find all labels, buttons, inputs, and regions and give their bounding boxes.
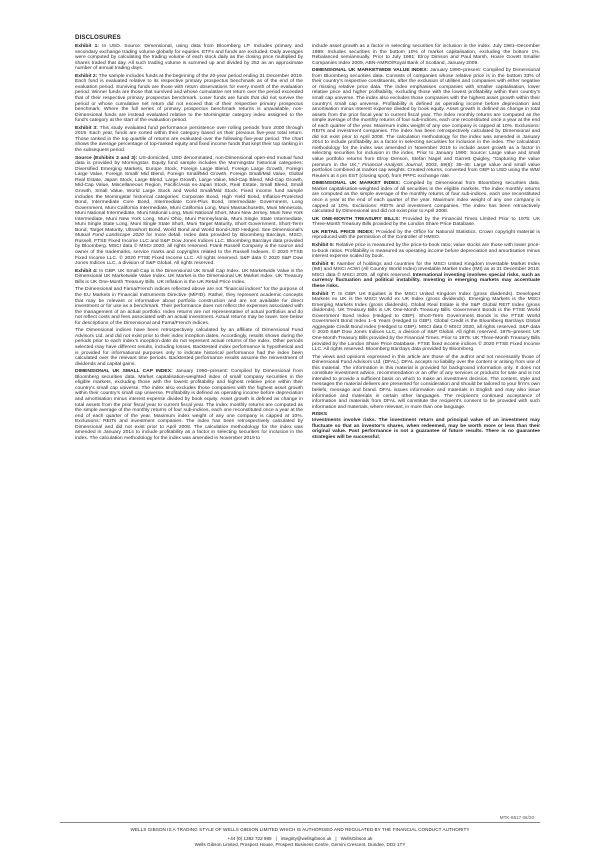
views-disclaimer: The views and opinions expressed in this article are those of the author and not necessarily those of Dimensional Fund Advisors Ltd. (DFAL). DFAL accepts no liability over the content or arising from use of this material. The information in this material is provided for background information only. It does not constitute investment advice, recommendation or an offer of any services or products for sale and is not intended to provide a sufficient basis on which to make an investment decision. The content, style and messages the material delivers are presented for consideration and should be tailored to your firm’s own beliefs, message and brand. DFAL issues information and materials in English and may also issue information and materials in certain other languages. The recipient’s continued acceptance of information and materials from DFAL will constitute the recipient’s consent to be provided with such information and materials, where relevant, in more than one language. <box>312 354 540 410</box>
exhibit-6-note: Exhibit 6: Number of holdings and countries for the MSCI United Kingdom Investable Market Index (IMI) and MSCI ACWI (All Country World Index) Investable Market Index (IMI) as at 31 December 2019. MSCI data © MSCI 2020, all rights reserved. International investing involves special risks, such as currency fluctuation and political instability. Investing in emerging markets may accentuate these risks. <box>312 261 540 289</box>
small-cap-index-note: DIMENSIONAL UK SMALL CAP INDEX: January 1990–present: Compiled by Dimensional from Bloomberg securities data. Market capitalisation-weighted index of small company securities in the eligible markets, excluding those with the lowest profitability and highest relative price within their country’s small cap universe. The index also excludes those companies with the highest asset growth within their country’s small cap universe. Profitability is defined as operating income before depreciation and amortisation minus interest expense divided by book equity. Asset growth is defined as change in total assets from the prior fiscal year to current fiscal year. The index monthly returns are computed as the simple average of the monthly returns of four sub-indices, each one reconstituted once a year at the end of each quarter of the year. Maximum index weight of any one company is capped at 10%. Exclusions: REITs and investment companies. The index has been retrospectively calculated by Dimensional and did not exist prior to April 2008. The calculation methodology for the index was amended in January 2014 to include profitability as a factor in selecting securities for inclusion in the index. The calculation methodology for the index was amended in November 2019 to <box>75 369 304 441</box>
small-cap-index-continued: include asset growth as a factor in selecting securities for inclusion in the index. July 1981–December 1989: Includes securities in the bottom 10% of market capitalisation, excluding the bottom 1%. Rebalanced semiannually. Prior to July 1981: Elroy Dimson and Paul Marsh, Hoare Govett Smaller Companies Index 2009, ABN-AMRO/Royal Bank of Scotland, January 2009. <box>312 44 540 66</box>
page-title: DISCLOSURES <box>75 34 121 41</box>
footer-divider <box>60 822 540 823</box>
email-link[interactable]: integrity@wellsgibson.uk <box>280 836 332 841</box>
risks-text: Investments involve risks. The investment return and principal value of an investment may fluctuate so that an investor’s shares, when redeemed, may be worth more or less than their original value. Past performance is not a guarantee of future results. There is no guarantee strategies will be successful. <box>312 418 540 440</box>
separator: | <box>335 836 337 841</box>
risks-heading: RISKS <box>312 412 328 418</box>
right-column <box>312 44 540 443</box>
source-note: Source (Exhibits 2 and 3): US-domiciled, USD denominated, non-Dimensional open-end mutual fund data is provided by Morningstar. Equity fund sample includes the Morningstar historical categories: Diversified Emerging Markets, Europe Stock, Foreign Large Blend, Foreign Large Growth, Foreign Large Value, Foreign Small/ Mid Blend, Foreign Small/Mid Growth, Foreign Small/Mid Value, Global Real Estate, Japan Stock, Large Blend, Large Growth, Large Value, Mid-Cap Blend, Mid-Cap Growth, Mid-Cap Value, Miscellaneous Region, Pacific/Asia ex-Japan Stock, Real Estate, Small Blend, Small Growth, Small Value, World Large Stock and World Small/Mid Stock. Fixed income fund sample includes the Morningstar historical categories: Corporate Bond, High Yield Bond, Inflation-Protected Bond, Intermediate Core Bond, Intermediate Core-Plus Bond, Intermediate Government, Long Government, Muni California Intermediate, Muni California Long, Muni Massachusetts, Muni Minnesota, Muni National Intermediate, Muni National Long, Muni National Short, Muni New Jersey, Muni New York Intermediate, Muni New York Long, Muni Ohio, Muni Pennsylvania, Muni Single State Intermediate, Muni Single State Long, Muni Single State Short, Muni Target Maturity, Short Government, Short-Term Bond, Target Maturity, Ultrashort Bond, World Bond and World Bond-USD Hedged. See Dimensional’s Mutual Fund Landscape 2020 for more detail. Index data provided by Bloomberg Barclays, MSCI, Russell, FTSE Fixed Income LLC and S&P Dow Jones Indices LLC. Bloomberg Barclays data provided by Bloomberg. MSCI data © MSCI 2020, all rights reserved. Frank Russell Company is the source and owner of the trademarks, service marks and copyrights related to the Russell Indexes. © 2020 FTSE Fixed Income LLC. © 2020 FTSE Fixed Income LLC. All rights reserved. S&P data © 2020 S&P Dow Jones Indices LLC, a division of S&P Global. All rights reserved. <box>75 155 303 267</box>
contact-line <box>0 836 600 841</box>
retail-price-index-note: UK RETAIL PRICE INDEX: Provided by the Office for National Statistics. Crown copyright material is reproduced with the permission of the Controller of HMSO. <box>312 229 540 241</box>
exhibit-4-note: Exhibit 4: In GBP. UK Small Cap is the Dimensional UK Small Cap Index. UK Marketwide Value is the Dimensional UK Marketwide Value Index. UK Market is the Dimensional UK Market Index. UK Treasury Bills is UK One-Month Treasury Bills. UK Inflation is the UK Retail Price Index. <box>75 268 303 285</box>
company-address: Wells Gibson Limited, Prospect House, Prospect Business Centre, Gemini Crescent, Dundee, DD2 1TY <box>194 842 406 847</box>
exhibit-3-note: Exhibit 3: This study evaluated fund performance persistence over rolling periods from 2000 through 2019. Each year, funds are sorted within their category based on their previous five-year total return. Those ranked in the top quartile of returns are evaluated over the following five-year period. The chart shows the average percentage of top-ranked equity and fixed income funds that kept their top ranking in the subsequent period. <box>75 125 303 154</box>
market-index-note: DIMENSIONAL UK MARKET INDEX: Compiled by Dimensional from Bloomberg securities data. Market capitalisation-weighted index of all securities in the eligible markets. The index monthly returns are computed as the simple average of the monthly returns of four sub-indices, each one reconstituted once a year at the end of each quarter of the year. Maximum index weight of any one company is capped at 10%. Exclusions: REITs and investment companies. The index has been retroactively calculated by Dimensional and did not exist prior to April 2008. <box>312 181 540 215</box>
exhibit-5-note: Exhibit 5: Relative price is measured by the price-to-book ratio; value stocks are those with lower price-to-book ratios. Profitability is measured as operating income before depreciation and amortisation minus interest expense scaled by book. <box>312 243 540 260</box>
treasury-bills-note: UK ONE-MONTH TREASURY BILLS: Provided by the Financial Times Limited Prior to 1975: UK Three-Month Treasury Bills provided by the London Share Price Database. <box>312 216 540 228</box>
left-column <box>75 44 303 443</box>
document-reference: MTK-8517 06/20 <box>499 815 534 820</box>
retrospective-note: The Dimensional indices have been retrospectively calculated by an affiliate of Dimensional Fund Advisors Ltd. and did not exist prior to their index inception dates. Accordingly, results shown during the periods prior to each index’s inception date do not represent actual returns of the index. Other periods selected may have different results, including losses. Backtested index performance is hypothetical and is provided for informational purposes only to indicate historical performance had the index been calculated over the relevant time periods. Backtested performance results assume the reinvestment of dividends and capital gains. <box>75 328 303 367</box>
regulatory-statement: WELLS GIBSON IS A TRADING STYLE OF WELLS GIBSON LIMITED WHICH IS AUTHORISED AND REGULATED BY THE FINANCIAL CONDUCT AUTHORITY <box>130 827 470 832</box>
phone-number[interactable]: +44 (0) 1382 722 989 <box>227 836 272 841</box>
separator: | <box>275 836 277 841</box>
exhibit-7-note: Exhibit 7: In GBP. UK Equities is the MSCI United Kingdom Index (gross dividends). Developed Markets ex UK is the MSCI World ex UK Index (gross dividends). Emerging Markets is the MSCI Emerging Markets Index (gross dividends). Global Real Estate is the S&P Global REIT Index (gross dividends). UK Treasury Bills is UK One-Month Treasury Bills. Government Bonds is the FTSE World Government Bond Index (Hedged to GBP). Short-Term Government Bonds is the FTSE World Government Bond Index 1–5 Years (Hedged to GBP). Global Credit is the Bloomberg Barclays Global Aggregate Credit Bond Index (Hedged to GBP). MSCI data © MSCI 2020, all rights reserved. S&P data © 2020 S&P Dow Jones Indices LLC, a division of S&P Global. All rights reserved. 1975–present: UK One-Month Treasury Bills provided by the Financial Times. Prior to 1975: UK Three-Month Treasury Bills provided by the London Share Price Database. FTSE fixed income indices © 2020 FTSE Fixed Income LLC. All rights reserved. Bloomberg Barclays data provided by Bloomberg. <box>312 291 540 353</box>
fama-french-note: The Dimensional and Fama/French indices reflected above are not “financial indices” for the purpose of the EU Markets in Financial Instruments Directive (MiFID). Rather, they represent academic concepts that may be relevant or informative about portfolio construction and are not available for direct investment or for use as a benchmark. Their performance does not reflect the expenses associated with the management of an actual portfolio. Index returns are not representative of actual portfolios and do not reflect costs and fees associated with an actual investment. Actual returns may be lower. See below for descriptions of the Dimensional and Fama/French indices. <box>75 287 303 326</box>
exhibit-2-note: Exhibit 2: The sample includes funds at the beginning of the 20-year period ending 31 December 2019. Each fund is evaluated relative to its respective primary prospectus benchmark as of the end of the evaluation period. Surviving funds are those with return observations for every month of the evaluation period. Winner funds are those that survived and whose cumulative net return over the period exceeded that of their respective primary prospectus benchmark. Loser funds are funds that did not survive the period or whose cumulative net return did not exceed that of their respective primary prospectus benchmark. Where the full series of primary prospectus benchmark returns is unavailable, non-Dimensional funds are instead evaluated relative to the Morningstar category index assigned to the fund’s category at the start of the evaluation period. <box>75 73 303 124</box>
website-link[interactable]: WellsGibson.uk <box>340 836 373 841</box>
marketwide-value-index-note: DIMENSIONAL UK MARKETWIDE VALUE INDEX: January 1990–present: Compiled by Dimensional from Bloomberg securities data. Consists of companies whose relative price is in the bottom 33% of their country’s respective constituents, after the exclusion of utilities and companies with either negative or missing relative price data. The index emphasises companies with smaller capitalisation, lower relative price and higher profitability, excluding those with the lowest profitability within their country’s small cap universe. The index also excludes those companies with the highest asset growth within their country’s small cap universe. Profitability is defined as operating income before depreciation and amortisation minus interest expense divided by book equity. Asset growth is defined as change in total assets from the prior fiscal year to current fiscal year. The index monthly returns are computed as the simple average of the monthly returns of four sub-indices, each one reconstituted once a year at the end of each quarter of the year. Maximum index weight of any one company is capped at 10%. Exclusions: REITs and investment companies. The index has been retrospectively calculated by Dimensional and did not exist prior to April 2008. The calculation methodology for the index was amended in January 2014 to include profitability as a factor in selecting securities for inclusion in the index. The calculation methodology for the index was amended in November 2019 to include asset growth as a factor in selecting securities for inclusion in the index. Prior to January 1990: Source: Large value and small value portfolio returns from Elroy Dimson, Stefan Nagel and Garrett Quigley, “Capturing the value premium in the UK,” Financial Analysts Journal, 2003, 59(6): 35–45: Large value and small value portfolios combined at market cap weights. Created returns, converted from GBP to USD using the WM/ Reuters at 4 pm EST (closing spot), from PPPC exchange rate. <box>312 68 540 179</box>
exhibit-1-note: Exhibit 1: In USD. Source: Dimensional, using data from Bloomberg LP. Includes primary and secondary exchange trading volume globally for equities. ETFs and funds are excluded. Daily averages were computed by calculating the trading volume of each stock daily as the closing price multiplied by shares traded that day. All such trading volume is summed up and divided by 252 as an approximate number of annual trading days. <box>75 44 303 72</box>
